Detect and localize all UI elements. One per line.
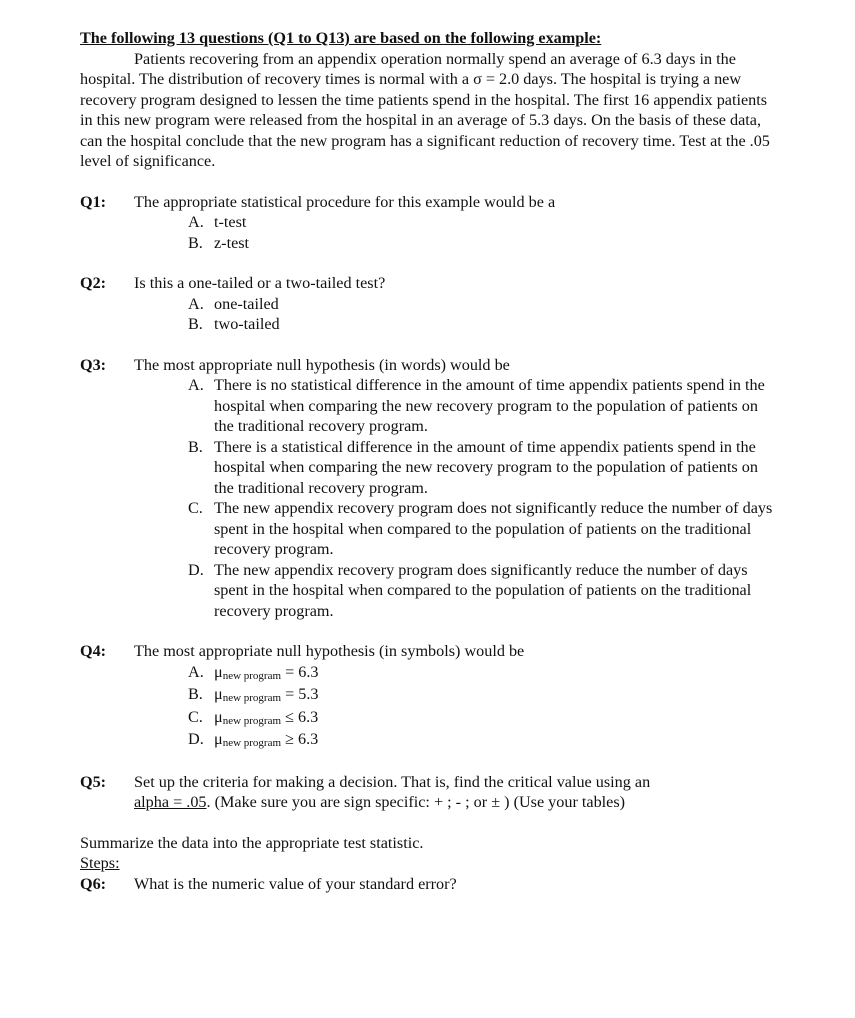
question-line-1: Set up the criteria for making a decision. That is, find the critical value using an — [134, 772, 651, 791]
option-c — [188, 707, 780, 730]
option-a — [188, 662, 780, 685]
question-number: Q4: — [80, 642, 107, 660]
option-text: The new appendix recovery program does not significantly reduce the number of days spent in the hospital when compared to the population of patients on the traditional recovery program. — [214, 499, 773, 558]
option-c — [188, 498, 780, 560]
option-letter: A. — [188, 662, 204, 681]
option-text: The new appendix recovery program does significantly reduce the number of days spent in the hospital when compared to the population of patients on the traditional recovery program. — [214, 560, 752, 620]
mu-subscript: new program — [222, 714, 282, 727]
option-letter: B. — [188, 233, 203, 252]
option-text: t-test — [214, 213, 247, 231]
question-q6 — [80, 874, 780, 895]
mu-subscript: new program — [222, 737, 282, 749]
option-d — [188, 560, 780, 622]
option-d — [188, 729, 780, 752]
question-text — [134, 772, 780, 813]
option-text: There is no statistical difference in the amount of time appendix patients spend in the hospital when comparing the new recovery program to the population of patients on the traditional recovery program. — [214, 376, 765, 435]
option-a — [188, 375, 780, 437]
example-paragraph: Patients recovering from an appendix operation normally spend an average of 6.3 days in the hospital. The distribution of recovery times is normal with a σ = 2.0 days. The hospital is trying a new recovery program designed to lessen the time patients spend in the hospital. The first 16 appendix patients in this new program were released from the hospital in an average of 5.3 days. On the basis of these data, can the hospital conclude that the new program has a significant reduction of recovery time. Test at the .05 level of significance. — [80, 49, 770, 170]
question-q2 — [80, 273, 780, 335]
mu-symbol: μ — [214, 730, 223, 748]
option-letter: B. — [188, 685, 203, 703]
operator: ≤ — [285, 707, 294, 726]
question-text: What is the numeric value of your standard error? — [134, 874, 457, 893]
option-list — [188, 375, 780, 621]
operator: ≥ — [285, 730, 294, 748]
option-text: There is a statistical difference in the amount of time appendix patients spend in the hospital when comparing the new recovery program to the population of patients on the traditional recovery program. — [214, 437, 758, 497]
question-q3 — [80, 355, 780, 622]
question-number: Q2: — [80, 274, 107, 292]
option-letter: B. — [188, 437, 203, 456]
option-list — [188, 662, 780, 752]
question-q5 — [80, 772, 780, 813]
question-number: Q1: — [80, 192, 107, 211]
option-letter: B. — [188, 315, 203, 333]
mu-symbol: μ — [214, 685, 223, 703]
operator: = — [285, 685, 295, 703]
option-a — [188, 294, 780, 315]
option-list — [188, 212, 780, 253]
option-a — [188, 212, 780, 233]
option-b — [188, 233, 780, 254]
question-number: Q6: — [80, 874, 107, 893]
question-number: Q5: — [80, 772, 107, 791]
summary-section — [80, 833, 780, 895]
operator: = — [285, 662, 295, 681]
hypothesis-value: 6.3 — [298, 730, 319, 748]
option-letter: D. — [188, 730, 204, 748]
option-text: z-test — [214, 233, 250, 252]
option-letter: C. — [188, 707, 203, 726]
question-q1 — [80, 192, 780, 254]
option-b — [188, 437, 780, 499]
question-q4 — [80, 641, 780, 752]
option-letter: A. — [188, 213, 204, 231]
question-number: Q3: — [80, 355, 107, 374]
option-letter: A. — [188, 376, 204, 394]
question-text: The appropriate statistical procedure for this example would be a — [134, 192, 556, 211]
worksheet-page — [80, 28, 780, 894]
question-text: The most appropriate null hypothesis (in words) would be — [134, 355, 510, 374]
question-text: Is this a one-tailed or a two-tailed test? — [134, 274, 386, 292]
hypothesis-value: 6.3 — [298, 662, 319, 681]
mu-symbol: μ — [214, 707, 223, 726]
option-letter: C. — [188, 499, 203, 517]
option-b — [188, 684, 780, 707]
question-line-2: . (Make sure you are sign specific: + ; - ; or ± ) (Use your tables) — [206, 793, 626, 811]
alpha-value: alpha = .05 — [134, 793, 207, 811]
question-text: The most appropriate null hypothesis (in symbols) would be — [134, 642, 525, 660]
option-list — [188, 294, 780, 335]
option-letter: A. — [188, 294, 204, 313]
steps-label: Steps: — [80, 854, 120, 872]
summary-text: Summarize the data into the appropriate test statistic. — [80, 833, 424, 852]
mu-subscript: new program — [222, 669, 282, 682]
hypothesis-value: 6.3 — [298, 707, 319, 726]
option-letter: D. — [188, 560, 204, 579]
mu-subscript: new program — [222, 692, 282, 704]
option-text: one-tailed — [214, 294, 279, 313]
example-heading: The following 13 questions (Q1 to Q13) are based on the following example: — [80, 29, 602, 47]
option-b — [188, 314, 780, 335]
mu-symbol: μ — [214, 662, 223, 681]
hypothesis-value: 5.3 — [298, 685, 319, 703]
option-text: two-tailed — [214, 315, 280, 333]
